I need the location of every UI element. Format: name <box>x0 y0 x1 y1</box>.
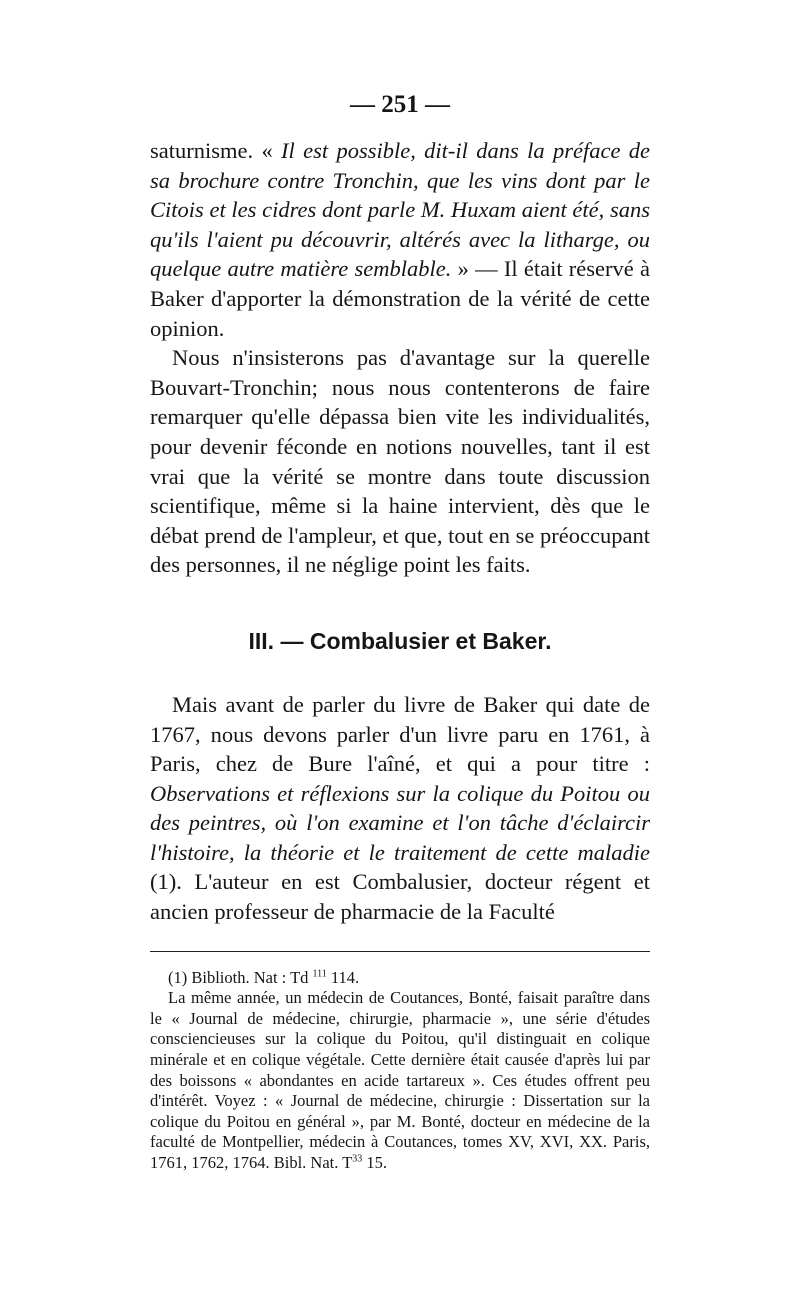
paragraph-3-tail: (1). L'auteur en est Combalusier, docteur régent et ancien professeur de pharmacie de la Faculté <box>150 869 650 925</box>
footnote-2-sup: 33 <box>352 1153 363 1165</box>
paragraph-3-title: Observations et réflexions sur la colique du Poitou ou des peintres, où l'on examine et l'on tâche d'éclaircir l'histoire, la théorie et le traitement de cette maladie <box>150 780 650 865</box>
footnote-1-text: (1) Biblioth. Nat : Td <box>168 967 313 987</box>
paragraph-1-quote: Il est possible, dit-il dans la préface de sa brochure contre Tronchin, que les vins dont par le Citois et les cidres dont parle M. Huxam aient été, sans qu'ils l'aient pu découvrir, altérés avec la litharge, ou quelque autre matière semblable. <box>150 138 651 282</box>
footnote-1-sup: 111 <box>312 968 327 980</box>
book-page <box>150 88 650 1174</box>
footnotes <box>150 968 650 1174</box>
page-number: — 251 — <box>350 91 450 118</box>
paragraph-1 <box>150 136 650 343</box>
paragraph-1-lead: saturnisme. « <box>150 138 282 163</box>
paragraph-2: Nous n'insisterons pas d'avantage sur la querelle Bouvart-Tronchin; nous nous contenterons de faire remarquer qu'elle dépassa bien vite les individualités, pour devenir féconde en notions nouvelles, tant il est vrai que la vérité se montre dans toute discussion scientifique, même si la haine intervient, dès que le débat prend de l'ampleur, et que, tout en se préoccupant des personnes, il ne néglige point les faits. <box>150 345 650 578</box>
paragraph-3 <box>150 690 650 927</box>
footnote-2-text: La même année, un médecin de Coutances, Bonté, faisait paraître dans le « Journal de médecine, chirurgie, pharmacie », une série d'études consciencieuses sur la colique du Poitou, qu'il distinguait en colique minérale et en colique végétale. Cette dernière était causée d'après lui par des boissons « abondantes en acide tartareux ». Ces études offrent peu d'intérêt. Voyez : « Journal de médecine, chirurgie : Dissertation sur la colique du Poitou en général », par M. Bonté, docteur en médecine de la faculté de Montpellier, médecin à Coutances, tomes XV, XVI, XX. Paris, 1761, 1762, 1764. Bibl. Nat. T <box>150 988 650 1172</box>
paragraph-3-lead: Mais avant de parler du livre de Baker qui date de 1767, nous devons parler d'un livre paru en 1761, à Paris, chez de Bure l'aîné, et qui a pour titre : <box>150 691 650 777</box>
footnote-1-tail: 114. <box>326 967 360 987</box>
footnote-1 <box>150 968 650 989</box>
paragraph-1-tail: » — Il était réservé à Baker d'apporter la démonstration de la vérité de cette opinion. <box>150 256 650 341</box>
footnote-2 <box>150 988 650 1173</box>
body-text <box>150 136 650 927</box>
footnote-2-tail: 15. <box>362 1153 388 1172</box>
footnote-divider <box>150 951 650 952</box>
section-heading: III. — Combalusier et Baker. <box>248 627 552 654</box>
